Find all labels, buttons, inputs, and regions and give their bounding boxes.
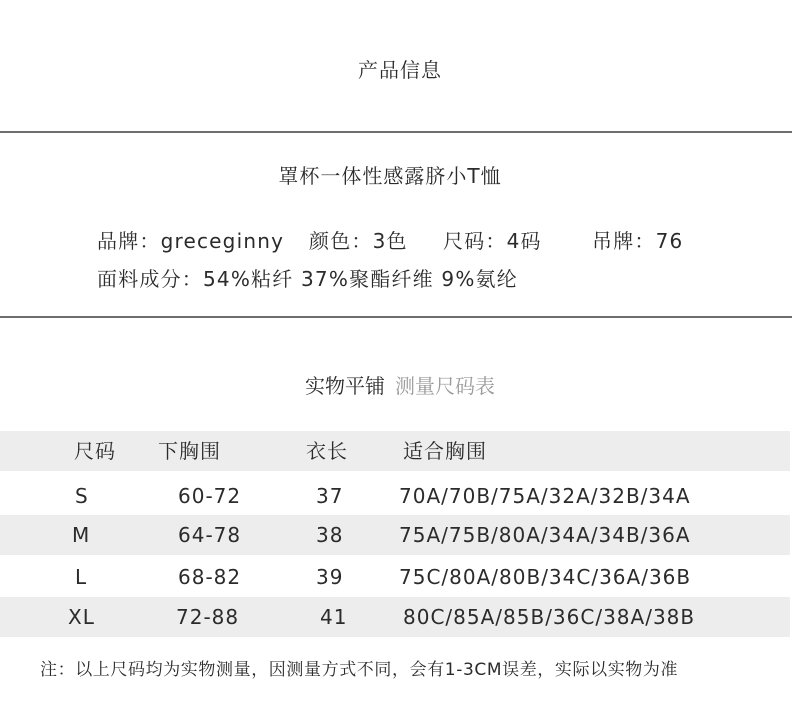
divider-top (0, 131, 792, 133)
divider-middle (0, 316, 792, 318)
cell-underbust: 68-82 (178, 565, 242, 589)
cell-fit-bust: 75C/80A/80B/34C/36A/36B (399, 565, 692, 589)
cell-size: L (75, 565, 88, 589)
tag-price-info: 吊牌：76 (592, 229, 684, 253)
header-underbust: 下胸围 (158, 439, 221, 463)
table-header (0, 431, 790, 471)
cell-underbust: 64-78 (178, 523, 242, 547)
cell-length: 37 (316, 484, 344, 508)
header-fit-bust: 适合胸围 (403, 439, 487, 463)
table-row (0, 557, 790, 597)
header-length: 衣长 (306, 439, 348, 463)
measure-title-sub: 测量尺码表 (395, 374, 495, 398)
cell-fit-bust: 80C/85A/85B/36C/38A/38B (403, 605, 696, 629)
table-row (0, 476, 790, 516)
header-size: 尺码 (74, 439, 116, 463)
color-info: 颜色：3色 (309, 229, 408, 253)
cell-size: S (75, 484, 89, 508)
measure-title (0, 370, 800, 399)
cell-length: 41 (320, 605, 348, 629)
table-row (0, 515, 790, 555)
cell-fit-bust: 70A/70B/75A/32A/32B/34A (399, 484, 691, 508)
cell-size: XL (68, 605, 95, 629)
size-info: 尺码：4码 (443, 229, 542, 253)
fabric-info: 面料成分：54%粘纤 37%聚酯纤维 9%氨纶 (97, 267, 518, 291)
cell-length: 38 (316, 523, 344, 547)
product-name: 罩杯一体性感露脐小T恤 (278, 164, 502, 188)
table-row (0, 597, 790, 637)
cell-fit-bust: 75A/75B/80A/34A/34B/36A (399, 523, 691, 547)
section-title: 产品信息 (358, 58, 442, 82)
cell-underbust: 60-72 (178, 484, 242, 508)
brand-info: 品牌：greceginny (97, 229, 285, 253)
cell-size: M (72, 523, 91, 547)
cell-length: 39 (316, 565, 344, 589)
cell-underbust: 72-88 (176, 605, 240, 629)
measurement-note: 注：以上尺码均为实物测量，因测量方式不同，会有1-3CM误差，实际以实物为准 (40, 660, 679, 680)
measure-title-main: 实物平铺 (305, 374, 385, 398)
